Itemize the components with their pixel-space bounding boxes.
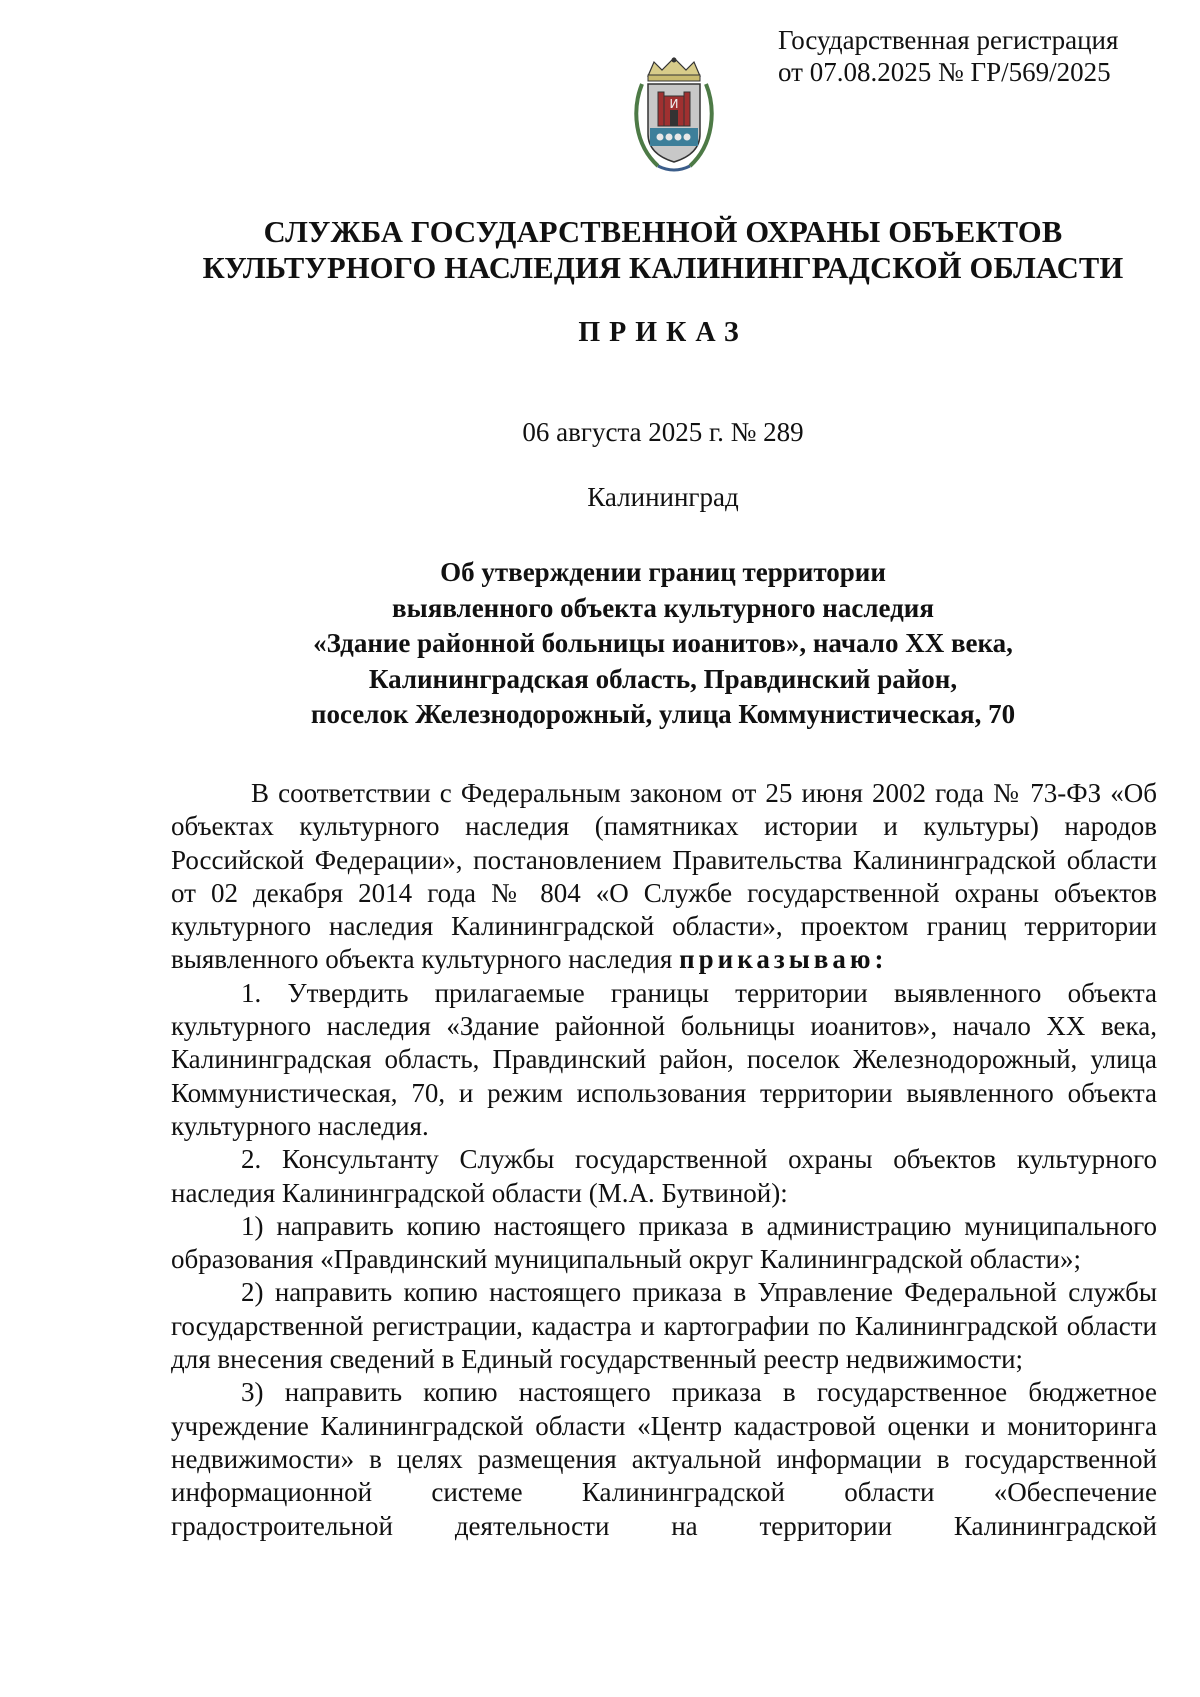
order-body	[171, 777, 1157, 1543]
coat-of-arms-icon	[628, 54, 720, 178]
preamble-text: В соответствии с Федеральным законом от 25 июня 2002 года № 73-ФЗ «Об объектах культурного наследия (памятниках истории и культуры) народов Российской Федерации», постановлением Правительства Калининградской области от 02 декабря 2014 года № 804 «О Службе государственной охраны объектов культурного наследия Калининградской области», проектом границ территории выявленного объекта культурного наследия	[171, 778, 1157, 975]
svg-text:И: И	[669, 97, 679, 111]
item-1-paragraph: 1. Утвердить прилагаемые границы территории выявленного объекта культурного наследия «Здание районной больницы иоанитов», начало XX века, Калининградская область, Правдинский район, поселок Железнодорожный, улица Коммунистическая, 70, и режим использования территории выявленного объекта культурного наследия.	[171, 977, 1157, 1141]
subitem-1-paragraph: 1) направить копию настоящего приказа в администрацию муниципального образования «Правдинский муниципальный округ Калининградской области»;	[171, 1210, 1157, 1275]
order-city: Калининград	[587, 482, 739, 512]
organization-title	[0, 214, 1200, 286]
order-date-number: 06 августа 2025 г. № 289	[522, 417, 804, 447]
registration-line-1: Государственная регистрация	[778, 25, 1119, 55]
registration-stamp	[778, 24, 1118, 88]
subject-line-1: Об утверждении границ территории	[440, 557, 886, 587]
subitem-3-paragraph: 3) направить копию настоящего приказа в государственное бюджетное учреждение Калининградской области «Центр кадастровой оценки и мониторинга недвижимости» в целях размещения актуальной информации в государственной информационной системе Калининградской области «Обеспечение градостроительной деятельности на территории Калининградской	[171, 1377, 1157, 1541]
organization-title-line-2: КУЛЬТУРНОГО НАСЛЕДИЯ КАЛИНИНГРАДСКОЙ ОБЛАСТИ	[202, 251, 1124, 285]
subject-line-2: выявленного объекта культурного наследия	[392, 592, 934, 623]
subject-line-4: Калининградская область, Правдинский район,	[368, 663, 958, 694]
registration-line-2: от 07.08.2025 № ГР/569/2025	[778, 57, 1111, 87]
order-subject	[0, 555, 1200, 733]
preamble-paragraph	[171, 777, 1157, 977]
order-command: приказываю:	[679, 944, 888, 975]
subject-line-5: поселок Железнодорожный, улица Коммунистическая, 70	[310, 699, 1016, 729]
subitem-2-paragraph: 2) направить копию настоящего приказа в Управление Федеральной службы государственной регистрации, кадастра и картографии по Калининградской области для внесения сведений в Единый государственный реестр недвижимости;	[171, 1277, 1157, 1375]
document-type: ПРИКАЗ	[578, 317, 748, 348]
subject-line-3: «Здание районной больницы иоанитов», начало XX века,	[313, 628, 1013, 658]
organization-title-line-1: СЛУЖБА ГОСУДАРСТВЕННОЙ ОХРАНЫ ОБЪЕКТОВ	[263, 215, 1063, 249]
item-2-paragraph: 2. Консультанту Службы государственной охраны объектов культурного наследия Калининградской области (М.А. Бутвиной):	[171, 1144, 1157, 1208]
